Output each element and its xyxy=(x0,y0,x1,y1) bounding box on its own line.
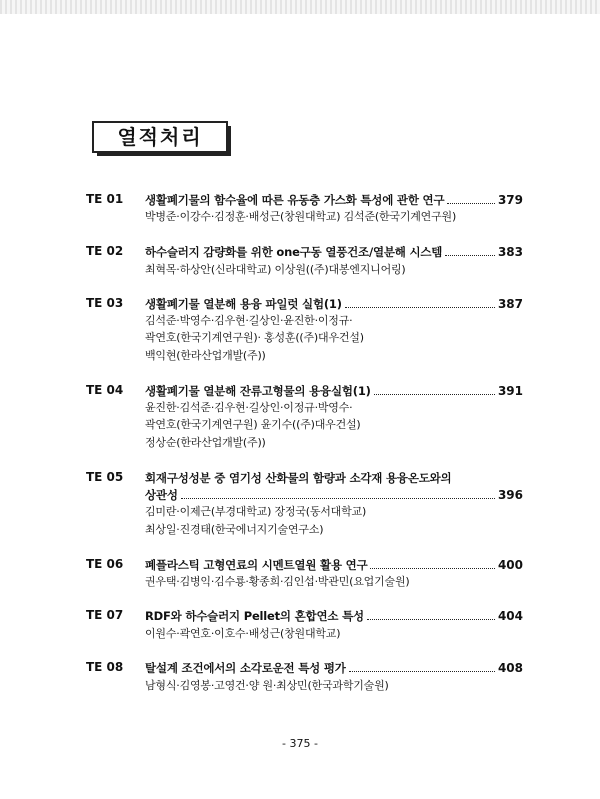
dot-leader xyxy=(349,662,495,672)
entry-authors: 곽연호(한국기계연구원)· 홍성훈((주)대우건설) xyxy=(145,331,364,344)
entry-authors: 남형식·김영봉·고영건·양 원·최상민(한국과학기술원) xyxy=(145,679,389,692)
entry-title-line xyxy=(145,557,523,573)
entry-authors: 권우택·김병익·김수룡·황종희·김인섭·박관민(요업기술원) xyxy=(145,575,410,588)
entry-code: TE 05 xyxy=(86,470,124,484)
entry-page-number: 387 xyxy=(497,297,523,311)
entry-title: 폐플라스틱 고형연료의 시멘트열원 활용 연구 xyxy=(145,558,368,572)
entry-code: TE 02 xyxy=(86,244,124,258)
entry-page-number: 383 xyxy=(497,245,523,259)
dot-leader xyxy=(181,489,495,499)
entry-title: 탈설계 조건에서의 소각로운전 특성 평가 xyxy=(145,661,346,675)
dot-leader xyxy=(374,385,495,395)
entry-authors: 김미란·이제근(부경대학교) 장정국(동서대학교) xyxy=(145,505,367,518)
entry-title: 생활폐기물 열분해 잔류고형물의 용융실험(1) xyxy=(145,384,371,398)
entry-authors: 이원수·곽연호·이호수·배성근(창원대학교) xyxy=(145,627,341,640)
dot-leader xyxy=(447,194,495,204)
entry-title-continued: 상관성 xyxy=(145,488,178,502)
scan-top-border xyxy=(0,0,600,14)
entry-code: TE 07 xyxy=(86,608,124,622)
dot-leader xyxy=(367,610,495,620)
entry-authors: 최혁목·하상안(신라대학교) 이상원((주)대봉엔지니어링) xyxy=(145,263,406,276)
entry-page-number: 391 xyxy=(497,384,523,398)
entry-page-number: 396 xyxy=(497,488,523,502)
entry-code: TE 03 xyxy=(86,296,124,310)
entry-code: TE 08 xyxy=(86,660,124,674)
entry-page-number: 400 xyxy=(497,558,523,572)
entry-title: 생활폐기물 열분해 용융 파일럿 실험(1) xyxy=(145,297,342,311)
entry-title: 하수슬러지 감량화를 위한 one구동 열풍건조/열분해 시스템 xyxy=(145,245,443,259)
entry-page-number: 404 xyxy=(497,609,523,623)
entry-authors: 윤진한·김석준·김우현·길상인·이정규·박영수· xyxy=(145,401,353,414)
entry-code: TE 04 xyxy=(86,383,124,397)
entry-authors: 정상순(한라산업개발(주)) xyxy=(145,436,266,449)
dot-leader xyxy=(445,246,495,256)
section-title: 열적처리 xyxy=(92,121,228,153)
entry-title-line xyxy=(145,244,523,260)
entry-authors: 곽연호(한국기계연구원) 윤기수((주)대우건설) xyxy=(145,418,361,431)
entry-code: TE 06 xyxy=(86,557,124,571)
entry-title: RDF와 하수슬러지 Pellet의 혼합연소 특성 xyxy=(145,609,364,623)
dot-leader xyxy=(345,298,495,308)
section-title-box xyxy=(92,121,232,155)
entry-authors: 최상일·진경태(한국에너지기술연구소) xyxy=(145,523,324,536)
entry-title-line xyxy=(145,608,523,624)
entry-title: 회재구성성분 중 염기성 산화물의 함량과 소각재 용융온도와의 xyxy=(145,471,452,485)
entry-title-line xyxy=(145,192,523,208)
entry-authors: 백익현(한라산업개발(주)) xyxy=(145,349,266,362)
page-number-footer: - 375 - xyxy=(282,737,318,750)
entry-code: TE 01 xyxy=(86,192,124,206)
entry-page-number: 379 xyxy=(497,193,523,207)
dot-leader xyxy=(370,559,494,569)
entry-title-line xyxy=(145,383,523,399)
entry-authors: 박병준·이강수·김정훈·배성근(창원대학교) 김석준(한국기계연구원) xyxy=(145,210,457,223)
entry-page-number: 408 xyxy=(497,661,523,675)
entry-title-line xyxy=(145,487,523,503)
entry-title-line xyxy=(145,296,523,312)
entry-title: 생활폐기물의 함수율에 따른 유동층 가스화 특성에 관한 연구 xyxy=(145,193,445,207)
entry-title-line xyxy=(145,660,523,676)
entry-authors: 김석준·박영수·김우현·길상인·윤진한·이정규· xyxy=(145,314,353,327)
